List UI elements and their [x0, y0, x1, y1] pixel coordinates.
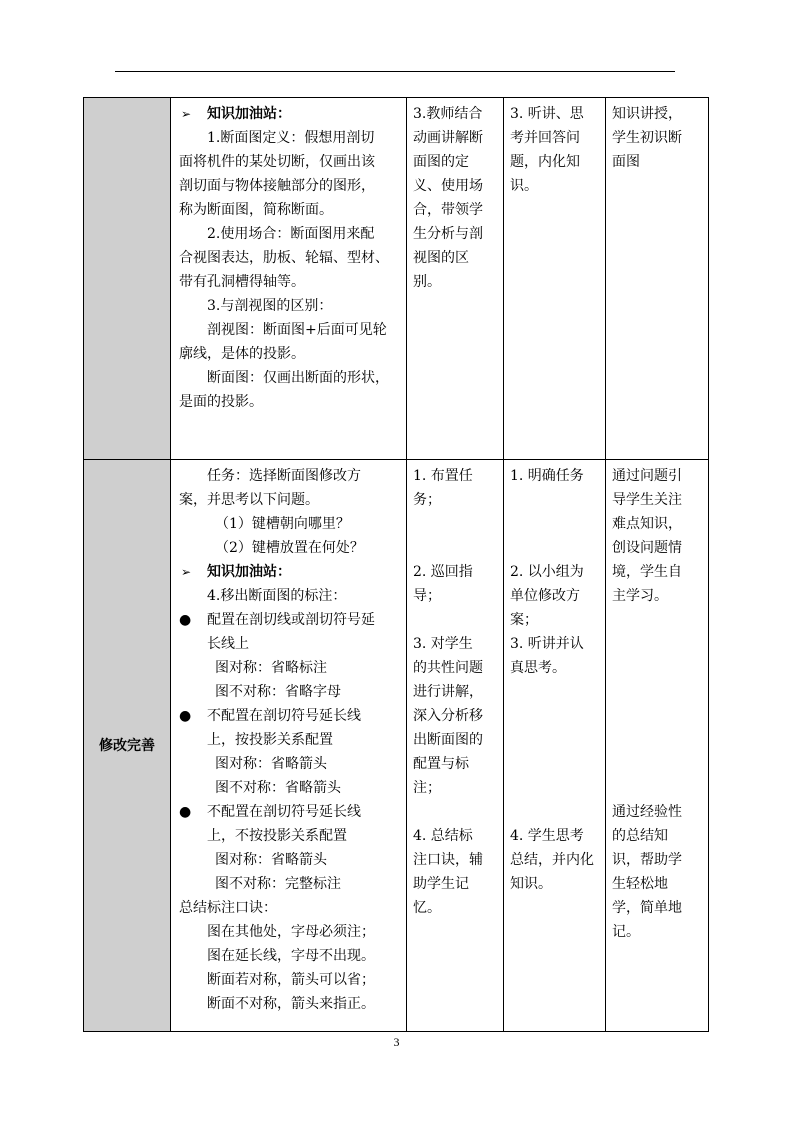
lesson-plan-table: [83, 97, 709, 1032]
bullet-line: 上，按投影关系配置: [207, 732, 333, 748]
student-line: 考并回答问: [510, 130, 580, 146]
teacher-line: 生分析与剖: [413, 226, 483, 242]
teacher-line: 忆。: [413, 900, 441, 916]
student-line: 1. 明确任务: [510, 468, 584, 484]
content-line: 剖切面与物体接触部分的图形，: [179, 178, 375, 194]
student-line: 案；: [510, 612, 538, 628]
bullet-sub: 图对称：省略箭头: [215, 756, 327, 772]
table-row: [84, 460, 709, 1032]
stage-cell: [84, 460, 171, 1032]
student-line: 真思考。: [510, 660, 566, 676]
content-block: [171, 98, 406, 414]
intent-line: 识，帮助学: [612, 852, 682, 868]
teacher-line: 合，带领学: [413, 202, 483, 218]
content-block: [171, 460, 406, 1016]
stage-cell: [84, 98, 171, 460]
stage-label: 修改完善: [99, 737, 155, 754]
teacher-line: 导；: [413, 588, 441, 604]
teacher-activity-cell: [407, 460, 504, 1032]
bullet-sub: 图不对称：省略箭头: [215, 780, 341, 796]
content-cell: [171, 460, 407, 1032]
content-line: 断面图：仅画出断面的形状，: [207, 370, 389, 386]
teacher-line: 3. 对学生: [413, 636, 473, 652]
bullet-sub: 图不对称：省略字母: [215, 684, 341, 700]
intent-line: 通过问题引: [612, 468, 682, 484]
summary-title: 总结标注口诀：: [179, 900, 277, 916]
student-line: 知识。: [510, 876, 552, 892]
content-line: 廓线，是体的投影。: [179, 346, 305, 362]
summary-line: 图在延长线，字母不出现。: [207, 948, 375, 964]
content-line: 带有孔洞槽得轴等。: [179, 274, 305, 290]
teacher-line: 4. 总结标: [413, 828, 473, 844]
bullet-sub: 图对称：省略标注: [215, 660, 327, 676]
content-line: 是面的投影。: [179, 394, 263, 410]
intent-line: 难点知识，: [612, 516, 682, 532]
bullet-line: 长线上: [207, 636, 249, 652]
question-line: （1）键槽朝向哪里？: [215, 516, 350, 532]
teacher-line: 务；: [413, 492, 441, 508]
teacher-line: 1. 布置任: [413, 468, 473, 484]
bullet-icon: ●: [179, 804, 192, 820]
design-intent-cell: [606, 460, 709, 1032]
teacher-line: 注；: [413, 780, 441, 796]
student-line: 单位修改方: [510, 588, 580, 604]
student-activity-cell: [504, 98, 606, 460]
design-intent-cell: [606, 98, 709, 460]
summary-line: 断面不对称，箭头来指正。: [207, 996, 375, 1012]
question-line: （2）键槽放置在何处？: [215, 540, 364, 556]
sub-heading: 4.移出断面图的标注：: [207, 588, 347, 604]
bullet-sub: 图对称：省略箭头: [215, 852, 327, 868]
bullet-icon: ●: [179, 708, 192, 724]
teacher-line: 2. 巡回指: [413, 564, 473, 580]
intent-line: 生轻松地: [612, 876, 668, 892]
intent-line: 面图: [612, 154, 640, 170]
bullet-item: ● 不配置在剖切符号延长线: [179, 704, 398, 728]
student-line: 3. 听讲并认: [510, 636, 584, 652]
bullet-line: 上，不按投影关系配置: [207, 828, 347, 844]
teacher-line: 注口诀，辅: [413, 852, 483, 868]
task-line: 任务：选择断面图修改方: [207, 468, 361, 484]
intent-line: 境，学生自: [612, 564, 682, 580]
student-line: 识。: [510, 178, 538, 194]
teacher-line: 别。: [413, 274, 441, 290]
content-line: 称为断面图，简称断面。: [179, 202, 333, 218]
student-line: 3. 听讲、思: [510, 106, 584, 122]
teacher-line: 助学生记: [413, 876, 469, 892]
intent-line: 知识讲授，: [612, 106, 682, 122]
teacher-line: 义、使用场: [413, 178, 483, 194]
bullet-sub: 图不对称：完整标注: [215, 876, 341, 892]
content-line: 1.断面图定义：假想用剖切: [207, 130, 375, 146]
content-line: 面将机件的某处切断，仅画出该: [179, 154, 375, 170]
teacher-line: 的共性问题: [413, 660, 483, 676]
bullet-item: ● 不配置在剖切符号延长线: [179, 800, 398, 824]
intent-line: 学生初识断: [612, 130, 682, 146]
page-number: 3: [393, 1035, 400, 1049]
teacher-line: 出断面图的: [413, 732, 483, 748]
knowledge-heading: ➢ 知识加油站：: [179, 560, 398, 584]
teacher-line: 面图的定: [413, 154, 469, 170]
intent-line: 创设问题情: [612, 540, 682, 556]
teacher-line: 视图的区: [413, 250, 469, 266]
student-line: 题，内化知: [510, 154, 580, 170]
intent-line: 主学习。: [612, 588, 668, 604]
teacher-activity-cell: [407, 98, 504, 460]
intent-line: 学，简单地: [612, 900, 682, 916]
table-row: [84, 98, 709, 460]
teacher-line: 进行讲解，: [413, 684, 483, 700]
content-line: 3.与剖视图的区别：: [207, 298, 333, 314]
bullet-icon: ●: [179, 612, 192, 628]
task-line: 案，并思考以下问题。: [179, 492, 319, 508]
student-line: 2. 以小组为: [510, 564, 584, 580]
intent-line: 的总结知: [612, 828, 668, 844]
intent-line: 导学生关注: [612, 492, 682, 508]
student-activity-cell: [504, 460, 606, 1032]
intent-line: 通过经验性: [612, 804, 682, 820]
teacher-line: 动画讲解断: [413, 130, 483, 146]
arrow-icon: ➢: [181, 107, 192, 121]
summary-line: 断面若对称，箭头可以省；: [207, 972, 375, 988]
student-line: 总结，并内化: [510, 852, 594, 868]
student-line: 4. 学生思考: [510, 828, 584, 844]
bullet-item: ● 配置在剖切线或剖切符号延: [179, 608, 398, 632]
intent-line: 记。: [612, 924, 640, 940]
teacher-line: 深入分析移: [413, 708, 483, 724]
content-line: 剖视图：断面图+后面可见轮: [207, 322, 387, 338]
teacher-line: 配置与标: [413, 756, 469, 772]
content-cell: [171, 98, 407, 460]
summary-line: 图在其他处，字母必须注；: [207, 924, 375, 940]
arrow-icon: ➢: [181, 565, 192, 579]
teacher-line: 3.教师结合: [413, 106, 483, 122]
content-line: 合视图表达，肋板、轮辐、型材、: [179, 250, 389, 266]
content-line: 2.使用场合：断面图用来配: [207, 226, 375, 242]
header-rule: [115, 71, 675, 72]
knowledge-heading: ➢ 知识加油站：: [179, 102, 398, 126]
